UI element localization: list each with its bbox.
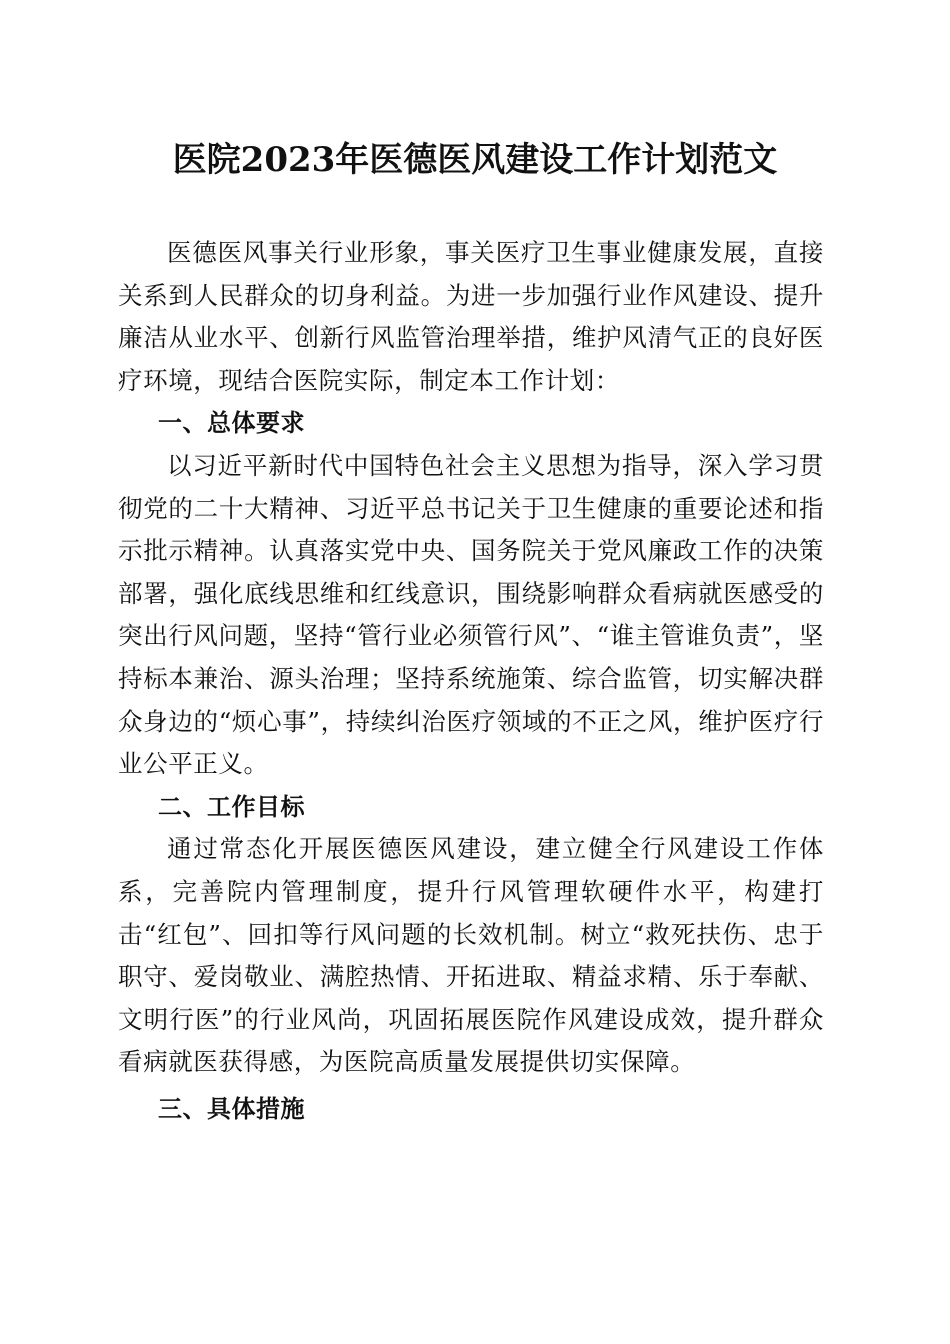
section-paragraph-work-goals: 通过常态化开展医德医风建设，建立健全行风建设工作体系，完善院内管理制度，提升行风管理软硬件水平，构建打击“红包”、回扣等行风问题的长效机制。树立“救死扶伤、忠于职守、爱岗敬业、满腔热情、开拓进取、精益求精、乐于奉献、文明行医”的行业风尚，巩固拓展医院作风建设成效，提升群众看病就医获得感，为医院高质量发展提供切实保障。 bbox=[118, 834, 824, 1077]
document-title: 医院2023年医德医风建设工作计划范文 bbox=[172, 140, 778, 180]
section-heading-general-requirements: 一、总体要求 bbox=[158, 409, 305, 438]
intro-paragraph: 医德医风事关行业形象，事关医疗卫生事业健康发展，直接关系到人民群众的切身利益。为进一步加强行业作风建设、提升廉洁从业水平、创新行风监管治理举措，维护风清气正的良好医疗环境，现结合医院实际，制定本工作计划： bbox=[118, 238, 824, 395]
document-body bbox=[118, 232, 824, 1130]
section-heading-work-goals: 二、工作目标 bbox=[158, 792, 305, 821]
section-paragraph-general-requirements: 以习近平新时代中国特色社会主义思想为指导，深入学习贯彻党的二十大精神、习近平总书记关于卫生健康的重要论述和指示批示精神。认真落实党中央、国务院关于党风廉政工作的决策部署，强化底线思维和红线意识，围绕影响群众看病就医感受的突出行风问题，坚持“管行业必须管行风”、“谁主管谁负责”，坚持标本兼治、源头治理；坚持系统施策、综合监管，切实解决群众身边的“烦心事”，持续纠治医疗领域的不正之风，维护医疗行业公平正义。 bbox=[118, 450, 824, 779]
section-heading-specific-measures: 三、具体措施 bbox=[158, 1094, 305, 1123]
